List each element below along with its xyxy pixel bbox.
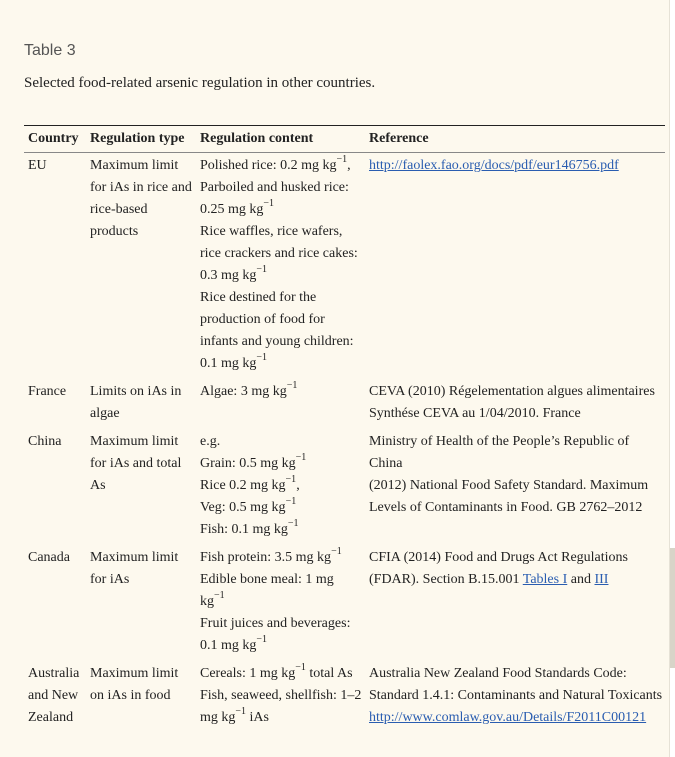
type-line: Maximum limit	[90, 434, 179, 449]
table-row-australia-nz	[24, 661, 665, 735]
regulation-type-cell	[86, 381, 196, 429]
content-text: 0.1	[200, 638, 221, 653]
content-text: kg	[200, 594, 214, 609]
content-text: Cereals: 1	[200, 666, 260, 681]
regulation-type-cell	[86, 547, 196, 661]
regulation-content-cell	[196, 547, 365, 661]
unit-text: mg kg	[228, 202, 264, 217]
content-text: Polished rice: 0.2	[200, 158, 302, 173]
reference-link-faolex[interactable]: http://faolex.fao.org/docs/pdf/eur146756.pdf	[369, 158, 619, 173]
unit-exponent: −1	[256, 634, 268, 645]
reference-text: (FDAR). Section B.15.001	[369, 572, 523, 587]
content-line	[200, 519, 365, 541]
unit-exponent: −1	[263, 198, 275, 209]
scrollbar-thumb[interactable]	[670, 548, 675, 668]
regulation-content-cell	[196, 431, 365, 545]
table-label: Table 3	[24, 42, 76, 59]
type-line: products	[90, 224, 139, 239]
unit-text: mg kg	[221, 638, 257, 653]
type-line: Maximum limit	[90, 666, 179, 681]
content-line	[200, 199, 365, 221]
reference-text: and	[567, 572, 595, 587]
unit-exponent: −1	[336, 154, 348, 165]
table-caption: Selected food-related arsenic regulation in other countries.	[24, 75, 376, 91]
content-line	[200, 453, 365, 475]
content-text: ,	[296, 478, 300, 493]
content-line	[200, 475, 365, 497]
content-line: Fish, seaweed, shellfish: 1–2	[200, 688, 362, 703]
table-row-france	[24, 379, 665, 429]
reference-line: (2012) National Food Safety Standard. Maximum	[369, 478, 649, 493]
reference-link-comlaw[interactable]: http://www.comlaw.gov.au/Details/F2011C00121	[369, 710, 647, 725]
content-line	[200, 265, 365, 287]
content-text: iAs	[246, 710, 269, 725]
reference-link-iii[interactable]: III	[594, 572, 609, 587]
unit-text: mg kg	[259, 666, 296, 681]
header-regulation-type: Regulation type	[90, 131, 185, 146]
table-row-canada	[24, 545, 665, 661]
unit-exponent: −1	[285, 474, 297, 485]
content-text: 0.1	[200, 356, 221, 371]
regulation-content-cell	[196, 663, 365, 735]
content-line: rice crackers and rice cakes:	[200, 246, 358, 261]
header-country: Country	[28, 131, 79, 146]
unit-text: mg kg	[251, 384, 287, 399]
content-text: Fish protein: 3.5	[200, 550, 296, 565]
unit-exponent: −1	[235, 706, 247, 717]
country-cell	[24, 663, 86, 735]
content-line	[200, 497, 365, 519]
type-line: Limits on iAs in	[90, 384, 182, 399]
unit-exponent: −1	[287, 518, 299, 529]
content-line	[200, 381, 365, 403]
content-text: 0.3	[200, 268, 221, 283]
regulation-type-cell	[86, 155, 196, 379]
reference-line: Levels of Contaminants in Food. GB 2762–2012	[369, 500, 643, 515]
country-cell: EU	[28, 158, 47, 173]
type-line: for iAs	[90, 572, 130, 587]
regulation-type-cell	[86, 663, 196, 735]
country-line: Australia	[28, 666, 80, 681]
reference-line	[369, 569, 665, 591]
header-regulation-content: Regulation content	[200, 131, 314, 146]
regulation-content-cell	[196, 155, 365, 379]
content-line	[200, 155, 365, 177]
content-line	[200, 635, 365, 657]
content-line	[200, 707, 365, 729]
reference-line: CEVA (2010) Régelementation algues alimentaires	[369, 384, 655, 399]
content-line	[200, 591, 365, 613]
reference-line: Standard 1.4.1: Contaminants and Natural Toxicants	[369, 688, 663, 703]
content-line	[200, 353, 365, 375]
table-row-china	[24, 429, 665, 545]
content-text: Veg: 0.5	[200, 500, 251, 515]
unit-text: mg kg	[221, 356, 257, 371]
content-line: Rice waffles, rice wafers,	[200, 224, 343, 239]
unit-text: mg kg	[252, 522, 288, 537]
reference-link-tables-i[interactable]: Tables I	[522, 572, 568, 587]
content-text: Rice 0.2	[200, 478, 251, 493]
reference-line: Australia New Zealand Food Standards Code:	[369, 666, 627, 681]
content-text: Fish: 0.1	[200, 522, 253, 537]
content-text: total As	[305, 666, 353, 681]
content-text: 0.25	[200, 202, 228, 217]
table-row-eu	[24, 153, 665, 379]
content-line: Rice destined for the	[200, 290, 317, 305]
unit-exponent: −1	[285, 496, 297, 507]
reference-line: Ministry of Health of the People’s Republic of China	[369, 434, 630, 471]
country-cell: France	[28, 384, 67, 399]
unit-exponent: −1	[331, 546, 342, 557]
content-line: Parboiled and husked rice:	[200, 180, 349, 195]
content-line	[200, 663, 365, 685]
content-text: mg kg	[200, 710, 236, 725]
unit-exponent: −1	[295, 452, 307, 463]
unit-exponent: −1	[256, 352, 268, 363]
reference-cell	[365, 547, 665, 661]
country-line: Zealand	[28, 710, 74, 725]
content-text: ,	[347, 158, 351, 173]
header-reference: Reference	[369, 131, 429, 146]
unit-exponent: −1	[295, 662, 306, 673]
content-line: Fruit juices and beverages:	[200, 616, 351, 631]
unit-text: mg kg	[250, 478, 286, 493]
unit-exponent: −1	[286, 380, 298, 391]
unit-text: mg kg	[295, 550, 332, 565]
unit-text: mg kg	[221, 268, 257, 283]
reference-cell	[365, 155, 665, 379]
content-line: Edible bone meal: 1 mg	[200, 572, 334, 587]
unit-text: mg kg	[260, 456, 296, 471]
country-cell: Canada	[28, 550, 70, 565]
regulation-table	[24, 125, 665, 735]
reference-cell	[365, 381, 665, 429]
type-line: Maximum limit	[90, 158, 179, 173]
unit-exponent: −1	[256, 264, 268, 275]
regulation-type-cell	[86, 431, 196, 545]
type-line: for iAs and total	[90, 456, 182, 471]
country-line: and New	[28, 688, 79, 703]
unit-exponent: −1	[214, 590, 225, 601]
type-line: Maximum limit	[90, 550, 179, 565]
country-cell: China	[28, 434, 62, 449]
type-line: algae	[90, 406, 120, 421]
type-line: for iAs in rice and	[90, 180, 192, 195]
type-line: rice-based	[90, 202, 148, 217]
unit-text: mg kg	[301, 158, 337, 173]
regulation-content-cell	[196, 381, 365, 429]
reference-cell	[365, 431, 665, 545]
type-line: on iAs in food	[90, 688, 171, 703]
reference-cell	[365, 663, 665, 735]
type-line: As	[90, 478, 106, 493]
reference-line: Synthése CEVA au 1/04/2010. France	[369, 406, 581, 421]
content-line: production of food for	[200, 312, 325, 327]
reference-line: CFIA (2014) Food and Drugs Act Regulations	[369, 550, 628, 565]
content-text: Grain: 0.5	[200, 456, 261, 471]
table-header-row	[24, 126, 665, 153]
content-line	[200, 547, 365, 569]
content-text: Algae: 3	[200, 384, 252, 399]
unit-text: mg kg	[250, 500, 286, 515]
content-line: infants and young children:	[200, 334, 354, 349]
content-line: e.g.	[200, 434, 221, 449]
